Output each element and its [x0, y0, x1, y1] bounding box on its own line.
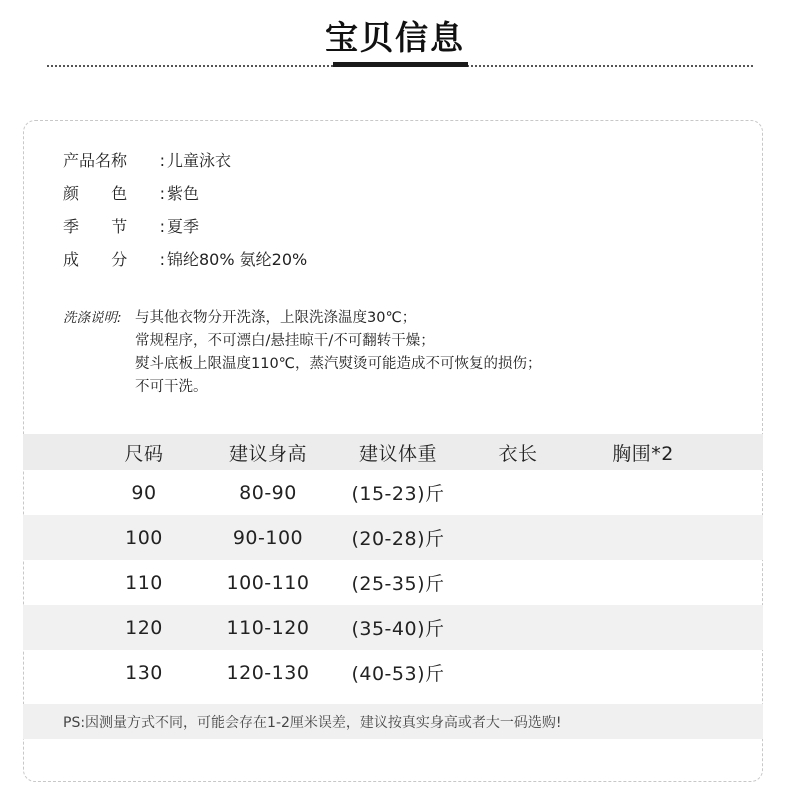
header-size: 尺码 — [124, 442, 164, 465]
table-row — [23, 650, 763, 695]
wash-line: 熨斗底板上限温度110℃，蒸汽熨烫可能造成不可恢复的损伤； — [135, 356, 542, 372]
size-table — [23, 434, 763, 695]
cell-chest — [573, 470, 713, 515]
wash-label: 洗涤说明: — [63, 310, 122, 326]
table-row — [23, 560, 763, 605]
measurement-note — [23, 704, 763, 739]
cell-chest — [573, 650, 713, 695]
info-row-color — [63, 183, 307, 216]
cell-length — [463, 515, 573, 560]
cell-weight: (35-40)斤 — [351, 618, 445, 640]
cell-size: 90 — [131, 481, 157, 504]
value-season: 夏季 — [167, 217, 200, 236]
info-row-material — [63, 249, 307, 282]
cell-height: 110-120 — [226, 616, 310, 639]
header-chest: 胸围*2 — [612, 442, 674, 465]
cell-size: 110 — [125, 571, 163, 594]
table-row — [23, 605, 763, 650]
label-season: 季 节 : — [63, 217, 165, 236]
label-color: 颜 色 : — [63, 184, 165, 203]
wash-line: 常规程序，不可漂白/悬挂晾干/不可翻转干燥； — [135, 333, 435, 349]
page-title: 宝贝信息 — [325, 18, 465, 57]
cell-weight: (25-35)斤 — [351, 573, 445, 595]
cell-height: 90-100 — [232, 526, 304, 549]
wash-instructions — [63, 308, 541, 400]
cell-length — [463, 650, 573, 695]
header-weight: 建议体重 — [358, 442, 437, 465]
header — [0, 0, 790, 80]
table-row — [23, 470, 763, 515]
label-product-name: 产品名称 — [63, 151, 128, 170]
cell-length — [463, 605, 573, 650]
value-material: 锦纶80% 氨纶20% — [167, 250, 308, 269]
cell-height: 80-90 — [239, 481, 297, 504]
cell-height: 120-130 — [226, 661, 310, 684]
value-color: 紫色 — [167, 184, 200, 203]
cell-length — [463, 560, 573, 605]
info-row-season — [63, 216, 307, 249]
value-product-name: 儿童泳衣 — [167, 151, 232, 170]
cell-weight: (40-53)斤 — [351, 663, 445, 685]
cell-weight: (15-23)斤 — [351, 483, 445, 505]
cell-chest — [573, 560, 713, 605]
info-row-name: 产品名称 : 儿童泳衣 — [63, 150, 307, 183]
header-length: 衣长 — [498, 442, 538, 465]
product-info — [63, 150, 307, 282]
cell-size: 100 — [125, 526, 163, 549]
table-header — [23, 434, 763, 470]
cell-size: 130 — [125, 661, 163, 684]
cell-chest — [573, 515, 713, 560]
table-row — [23, 515, 763, 560]
title-underline — [333, 62, 468, 67]
cell-chest — [573, 605, 713, 650]
label-material: 成 分 : — [63, 250, 165, 269]
header-height: 建议身高 — [228, 442, 307, 465]
cell-weight: (20-28)斤 — [351, 528, 445, 550]
cell-length — [463, 470, 573, 515]
cell-height: 100-110 — [226, 571, 310, 594]
wash-line: 不可干洗。 — [135, 379, 208, 395]
note-text: PS:因测量方式不同，可能会存在1-2厘米误差，建议按真实身高或者大一码选购! — [63, 714, 562, 731]
wash-line: 与其他衣物分开洗涤，上限洗涤温度30℃； — [135, 310, 417, 326]
cell-size: 120 — [125, 616, 163, 639]
